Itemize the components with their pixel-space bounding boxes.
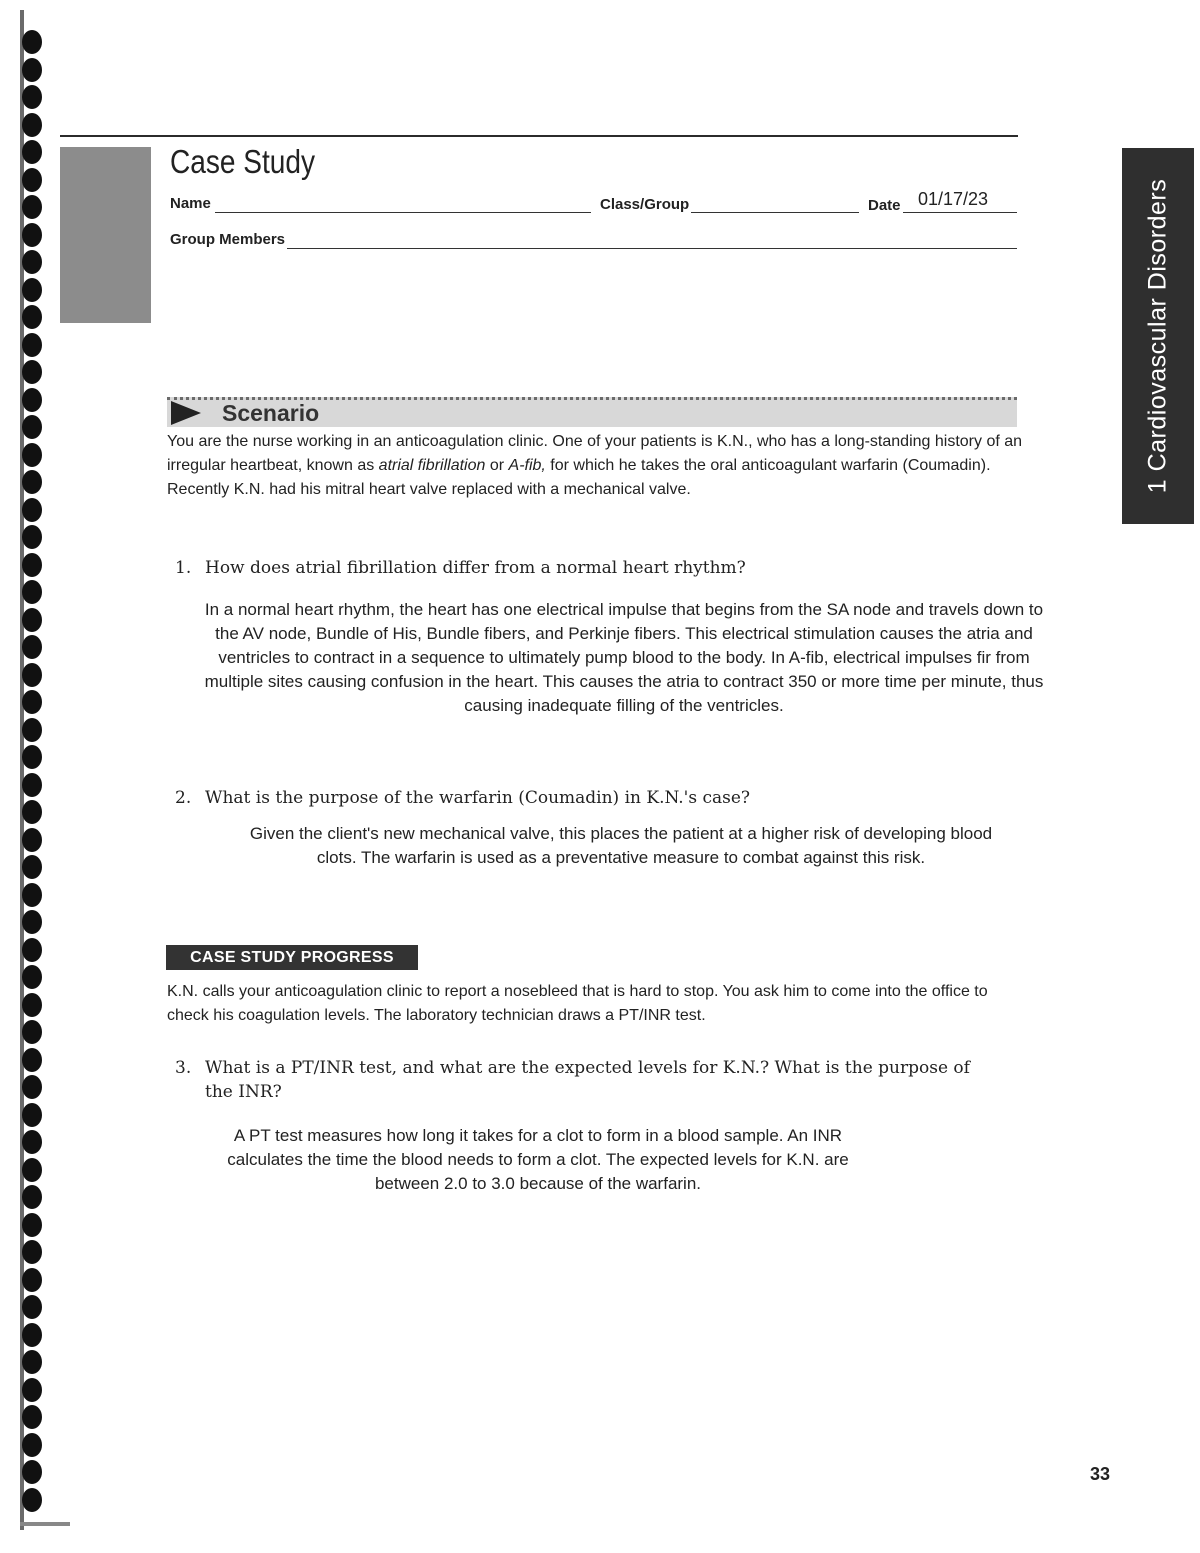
scenario-heading-bar [167,397,1017,427]
binding-hole [22,883,42,907]
binding-hole [22,250,42,274]
question-text: How does atrial fibrillation differ from a normal heart rhythm? [205,558,746,578]
scenario-text [167,430,1027,502]
date-value: 01/17/23 [918,189,989,209]
name-field[interactable] [215,212,591,213]
binding-hole [22,278,42,302]
binding-hole [22,305,42,329]
scenario-term-afib-short: A-fib, [508,457,546,474]
scenario-text-part: or [485,457,509,474]
binding-hole [22,1405,42,1429]
page-number: 33 [1090,1464,1111,1484]
scenario-text-part: You are the nurse working in an anticoagulation clinic. One of your patients is K.N., who has a long-standing history of an irregular heartbeat, known as [167,433,1023,474]
question-text: What is a PT/INR test, and what are the expected levels for K.N.? What is the purpose of the INR? [205,1058,970,1102]
date-label: Date [868,197,901,214]
binding-hole [22,745,42,769]
question-2 [175,786,995,810]
scenario-heading: Scenario [222,400,320,426]
name-label: Name [170,195,211,212]
binding-hole [22,360,42,384]
question-text: What is the purpose of the warfarin (Coumadin) in K.N.'s case? [205,788,751,808]
group-members-field[interactable] [287,248,1017,249]
binding-hole [22,1460,42,1484]
binding-hole [22,663,42,687]
class-group-field[interactable] [691,212,859,213]
binding-hole [22,388,42,412]
binding-hole [22,828,42,852]
binding-hole [22,1488,42,1512]
binding-hole [22,415,42,439]
binding-hole [22,443,42,467]
binding-hole [22,553,42,577]
binding-hole [22,195,42,219]
binding-hole [22,1158,42,1182]
question-3-wrap [175,1056,995,1104]
answer-2[interactable]: Given the client's new mechanical valve, this places the patient at a higher risk of developing blood clots. The warfarin is used as a preventative measure to combat against this risk. [249,824,993,867]
binding-hole [22,1323,42,1347]
chapter-side-tab-label: 1 Cardiovascular Disorders [1143,178,1172,494]
binding-hole [22,993,42,1017]
binding-hole [22,608,42,632]
binding-hole [22,1240,42,1264]
binding-hole [22,223,42,247]
play-arrow-icon [171,401,201,425]
question-number: 1. [175,558,192,578]
binding-hole [22,525,42,549]
binding-hole [22,1295,42,1319]
binding-hole [22,910,42,934]
answer-3[interactable]: A PT test measures how long it takes for a clot to form in a blood sample. An INR calculates the time the blood needs to form a clot. The expected levels for K.N. are between 2.0 to 3.0 because of the warfarin. [227,1126,849,1193]
spiral-binding [0,0,60,1553]
scenario-text-part: for which he takes the oral anticoagulant warfarin (Coumadin). Recently K.N. had his mitral heart valve replaced with a mechanical valve. [167,457,991,498]
binding-hole [22,1020,42,1044]
binding-hole [22,498,42,522]
binding-hole [22,1350,42,1374]
question-1 [175,556,995,580]
binding-hole [22,1185,42,1209]
binding-hole [22,1433,42,1457]
page-title: Case Study [170,143,316,180]
binding-hole [22,1048,42,1072]
top-rule [60,135,1018,137]
binding-foot [20,1522,70,1526]
answer-1[interactable]: In a normal heart rhythm, the heart has one electrical impulse that begins from the SA node and travels down to the AV node, Bundle of His, Bundle fibers, and Perkinje fibers. This electrical stimulation causes the atria and ventricles to contract in a sequence to ultimately pump blood to the body. In A-fib, electrical impulses fir from multiple sites causing confusion in the heart. This causes the atria to contract 350 or more time per minute, thus causing inadequate filling of the ventricles. [204,600,1044,715]
binding-hole [22,773,42,797]
binding-hole [22,855,42,879]
binding-hole [22,85,42,109]
binding-hole [22,113,42,137]
binding-hole [22,718,42,742]
binding-hole [22,58,42,82]
question-number: 2. [175,788,192,808]
binding-hole [22,800,42,824]
binding-hole [22,470,42,494]
binding-hole [22,1268,42,1292]
date-field[interactable] [903,212,1017,213]
binding-hole [22,333,42,357]
binding-hole [22,1213,42,1237]
question-3 [175,1056,995,1104]
binding-hole [22,1075,42,1099]
binding-hole [22,168,42,192]
class-group-label: Class/Group [600,196,690,213]
binding-hole [22,1378,42,1402]
binding-hole [22,140,42,164]
binding-hole [22,965,42,989]
binding-hole [22,690,42,714]
binding-hole [22,938,42,962]
question-number: 3. [175,1058,192,1078]
binding-hole [22,1130,42,1154]
scenario-term-afib-full: atrial fibrillation [378,457,486,474]
binding-hole [22,1103,42,1127]
header-gray-tab [60,147,151,323]
case-study-progress-heading: CASE STUDY PROGRESS [166,945,418,970]
binding-hole [22,30,42,54]
chapter-side-tab [1122,148,1194,524]
progress-text: K.N. calls your anticoagulation clinic to report a nosebleed that is hard to stop. You ask him to come into the office to check his coagulation levels. The laboratory technician draws a PT/INR test. [167,983,988,1024]
binding-hole [22,635,42,659]
group-members-label: Group Members [170,231,286,248]
binding-hole [22,580,42,604]
